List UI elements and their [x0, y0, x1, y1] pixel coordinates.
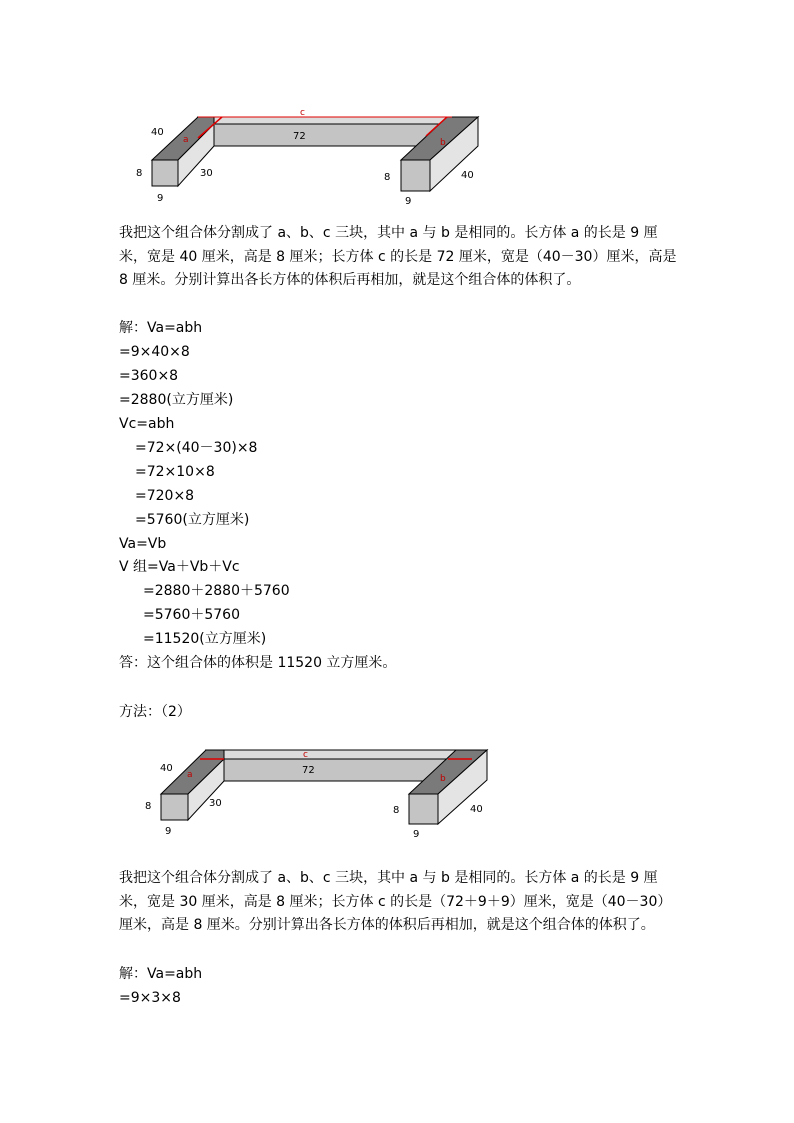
label-left-width: 9	[157, 193, 164, 204]
label-c: c	[300, 108, 305, 118]
method1-line: =720×8	[135, 488, 195, 504]
method1-line: =72×10×8	[135, 464, 215, 480]
label-right-height: 8	[393, 805, 400, 816]
label-left-c-depth: 30	[209, 798, 222, 809]
label-left-c-depth: 30	[200, 168, 213, 179]
block-a-front-face	[161, 794, 188, 820]
method1-explanation: 我把这个组合体分割成了 a、b、c 三块，其中 a 与 b 是相同的。长方体 a 的长是 9 厘米，宽是 40 厘米，高是 8 厘米；长方体 c 的长是 72 厘米，宽是（40－30）厘米，高是 8 厘米。分别计算出各长方体的体积后再相加，就是这个组合体的体积了。	[119, 225, 677, 288]
block-b-front-face	[401, 160, 430, 191]
method2-line: =9×3×8	[119, 990, 181, 1006]
label-c: c	[303, 750, 308, 760]
label-b: b	[440, 138, 446, 148]
label-a: a	[183, 135, 189, 145]
method1-line: =72×(40－30)×8	[135, 440, 258, 456]
label-right-width: 9	[413, 829, 420, 840]
method1-line: Va=Vb	[119, 536, 167, 552]
label-right-depth: 40	[470, 804, 483, 815]
block-c-front-face	[224, 759, 448, 781]
method1-line: =360×8	[119, 368, 179, 384]
method1-line: =2880＋2880＋5760	[143, 583, 290, 599]
method1-line: =2880(立方厘米)	[119, 392, 234, 408]
method1-line: 解：Va=abh	[119, 320, 203, 336]
method1-line: Vc=abh	[119, 416, 175, 432]
figure-2-combined-solid	[0, 735, 794, 845]
method2-heading: 方法：（2）	[119, 704, 191, 720]
method1-line: =5760(立方厘米)	[135, 512, 250, 528]
block-a-front-face	[152, 160, 178, 186]
label-left-depth: 40	[151, 127, 164, 138]
label-right-depth: 40	[461, 170, 474, 181]
label-left-depth: 40	[160, 763, 173, 774]
method1-line: =9×40×8	[119, 344, 190, 360]
label-right-height: 8	[384, 172, 391, 183]
solid-drawing	[161, 750, 487, 824]
method2-line: 解：Va=abh	[119, 966, 203, 982]
label-length-c: 72	[293, 131, 306, 142]
label-left-height: 8	[136, 168, 143, 179]
method1-line: V 组=Va＋Vb＋Vc	[119, 559, 240, 575]
label-b: b	[440, 774, 446, 784]
label-right-width: 9	[405, 196, 412, 207]
block-b-front-face	[409, 794, 438, 824]
method1-line: =11520(立方厘米)	[143, 631, 267, 647]
label-length-c: 72	[302, 765, 315, 776]
method1-answer: 答：这个组合体的体积是 11520 立方厘米。	[119, 655, 397, 671]
block-c-front-face	[214, 124, 440, 146]
solid-drawing	[152, 117, 478, 191]
method1-line: =5760＋5760	[143, 607, 240, 623]
label-left-width: 9	[165, 826, 172, 837]
method2-explanation: 我把这个组合体分割成了 a、b、c 三块，其中 a 与 b 是相同的。长方体 a 的长是 9 厘米，宽是 30 厘米，高是 8 厘米；长方体 c 的长是（72＋9＋9）厘米，宽是（40－30）厘米，高是 8 厘米。分别计算出各长方体的体积后再相加，就是这个组合体的体积了。	[119, 870, 672, 933]
figure-1-combined-solid	[0, 100, 794, 210]
label-a: a	[187, 770, 193, 780]
label-left-height: 8	[145, 801, 152, 812]
